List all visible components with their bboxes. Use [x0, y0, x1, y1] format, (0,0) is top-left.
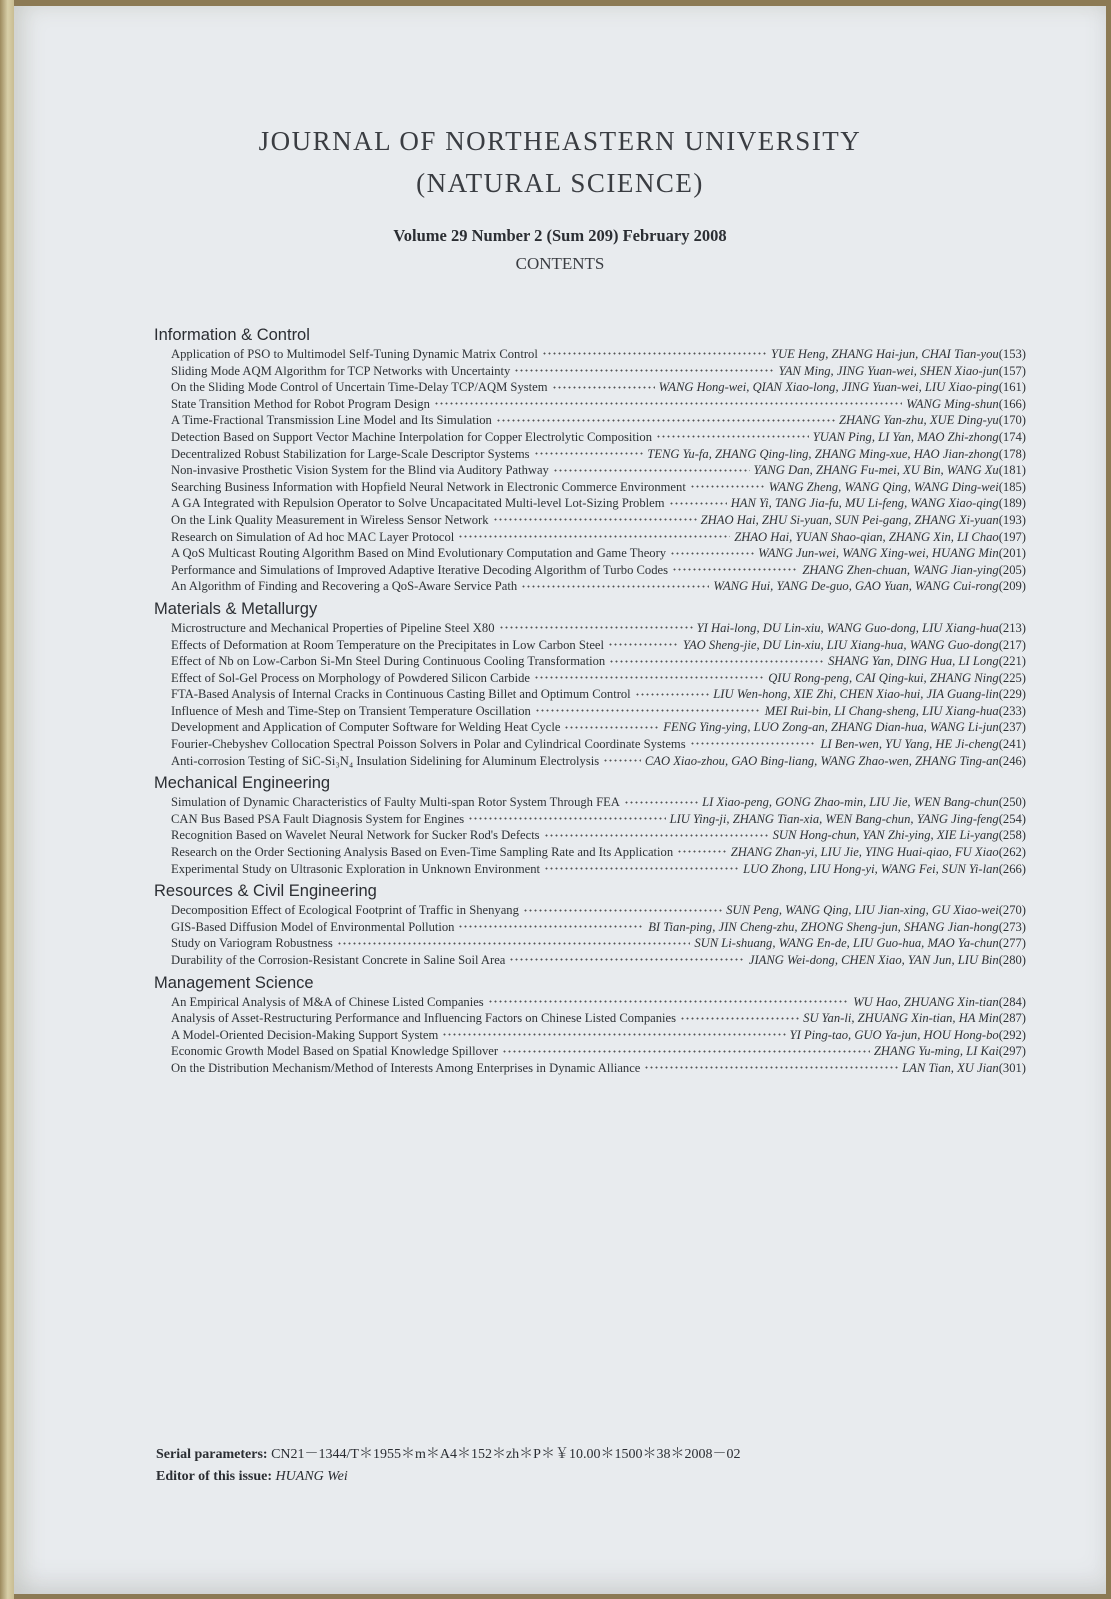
leader-dots: [509, 953, 745, 964]
article-page: (233): [998, 703, 1026, 718]
leader-dots: [644, 1061, 898, 1072]
toc-entry[interactable]: [154, 545, 1026, 562]
toc-entry-line: [171, 529, 1026, 546]
leader-dots: [672, 562, 798, 573]
toc-entry-line: [171, 620, 1026, 637]
article-page: (301): [998, 1060, 1026, 1075]
article-title: Microstructure and Mechanical Properties of Pipeline Steel X80: [171, 620, 495, 635]
article-page: (166): [998, 396, 1026, 411]
journal-title-line2: (NATURAL SCIENCE): [416, 168, 704, 198]
article-authors: WANG Jun-wei, WANG Xing-wei, HUANG Min: [758, 546, 999, 561]
leader-dots: [609, 654, 824, 665]
article-title: Durability of the Corrosion-Resistant Concrete in Saline Soil Area: [171, 953, 506, 967]
leader-dots: [534, 670, 764, 681]
article-page: (197): [998, 529, 1026, 544]
toc-entry[interactable]: [154, 479, 1026, 496]
article-page: (201): [998, 546, 1026, 561]
article-authors: LIU Wen-hong, XIE Zhi, CHEN Xiao-hui, JIA Guang-lin: [713, 687, 999, 702]
leader-dots: [434, 396, 902, 407]
article-authors: LAN Tian, XU Jian: [902, 1060, 999, 1075]
article-title: On the Sliding Mode Control of Uncertain Time-Delay TCP/AQM System: [171, 380, 548, 395]
article-page: (277): [998, 936, 1026, 951]
toc-entry-line: [171, 462, 1026, 479]
leader-dots: [542, 347, 767, 358]
leader-dots: [458, 919, 644, 930]
serial-parameters: [156, 1444, 740, 1466]
article-page: (178): [998, 446, 1026, 461]
toc-entry-line: [171, 1010, 1026, 1027]
toc-entry[interactable]: [154, 794, 1026, 811]
toc-entry-line: [171, 844, 1026, 861]
toc-entry-line: [171, 363, 1026, 380]
section-heading: Materials & Metallurgy: [154, 599, 318, 618]
toc-entry[interactable]: [154, 994, 1026, 1011]
article-authors: WANG Hong-wei, QIAN Xiao-long, JING Yuan-wei, LIU Xiao-ping: [658, 380, 999, 395]
toc-entry[interactable]: [154, 412, 1026, 429]
leader-dots: [608, 637, 679, 648]
article-title: Experimental Study on Ultrasonic Exploration in Unknown Environment: [171, 861, 541, 876]
toc-entry[interactable]: [154, 736, 1026, 753]
article-title: Detection Based on Support Vector Machine Interpolation for Copper Electrolytic Composition: [171, 429, 653, 444]
toc-entry-line: [171, 1027, 1026, 1044]
article-authors: BI Tian-ping, JIN Cheng-zhu, ZHONG Sheng-jun, SHANG Jian-hong: [648, 919, 999, 934]
leader-dots: [499, 621, 693, 632]
toc-entry[interactable]: [154, 670, 1026, 687]
article-page: (270): [998, 903, 1026, 918]
article-authors: SUN Li-shuang, WANG En-de, LIU Guo-hua, MAO Ya-chun: [694, 936, 999, 951]
toc-entry-line: [171, 994, 1026, 1011]
article-authors: TENG Yu-fa, ZHANG Qing-ling, ZHANG Ming-xue, HAO Jian-zhong: [647, 446, 999, 461]
article-title: Economic Growth Model Based on Spatial Knowledge Spillover: [171, 1044, 499, 1059]
serial-label: Serial parameters:: [156, 1447, 268, 1462]
toc-entry-line: [171, 346, 1026, 363]
article-authors: YI Ping-tao, GUO Ya-jun, HOU Hong-bo: [789, 1027, 999, 1042]
toc-entry[interactable]: [154, 346, 1026, 363]
leader-dots: [680, 1011, 799, 1022]
article-title: Effect of Sol-Gel Process on Morphology of Powdered Silicon Carbide: [171, 670, 530, 685]
leader-dots: [534, 446, 644, 457]
article-title: Decomposition Effect of Ecological Footprint of Traffic in Shenyang: [171, 903, 519, 918]
toc-entry-line: [171, 952, 1026, 969]
toc-entry-line: [171, 379, 1026, 396]
article-title: Decentralized Robust Stabilization for Large-Scale Descriptor Systems: [171, 446, 530, 461]
leader-dots: [603, 753, 641, 764]
toc-entry-line: [171, 736, 1026, 753]
toc-entry-line: [171, 686, 1026, 703]
article-authors: ZHANG Zhan-yi, LIU Jie, YING Huai-qiao, FU Xiao: [730, 845, 999, 860]
toc-entry[interactable]: [154, 529, 1026, 546]
leader-dots: [677, 845, 727, 856]
toc-entry[interactable]: [154, 1060, 1026, 1077]
contents-heading: CONTENTS: [515, 254, 605, 273]
section-heading: Management Science: [154, 973, 314, 992]
journal-title: [14, 120, 1106, 204]
article-title: Simulation of Dynamic Characteristics of Faulty Multi-span Rotor System Through FEA: [171, 795, 620, 810]
leader-dots: [514, 363, 774, 374]
article-authors: SUN Hong-chun, YAN Zhi-ying, XIE Li-yang: [772, 828, 999, 843]
toc-entry-line: [171, 703, 1026, 720]
section-heading: Information & Control: [154, 326, 310, 344]
article-page: (205): [998, 562, 1026, 577]
section-heading: Resources & Civil Engineering: [154, 882, 377, 901]
article-title: State Transition Method for Robot Program Design: [171, 396, 430, 411]
article-title: Effect of Nb on Low-Carbon Si-Mn Steel During Continuous Cooling Transformation: [171, 654, 606, 669]
toc-entry-line: [171, 753, 1026, 770]
article-authors: QIU Rong-peng, CAI Qing-kui, ZHANG Ning: [768, 670, 999, 685]
article-authors: YUE Heng, ZHANG Hai-jun, CHAI Tian-you: [770, 347, 999, 361]
article-page: (297): [998, 1044, 1026, 1059]
leader-dots: [544, 828, 769, 839]
toc-entry[interactable]: [154, 637, 1026, 654]
toc-entry[interactable]: [154, 703, 1026, 720]
article-page: (217): [998, 637, 1026, 652]
leader-dots: [468, 812, 665, 823]
article-page: (287): [998, 1011, 1026, 1026]
article-authors: YAO Sheng-jie, DU Lin-xiu, LIU Xiang-hua, WANG Guo-dong: [682, 637, 999, 652]
article-page: (229): [998, 687, 1026, 702]
toc-entry[interactable]: [154, 919, 1026, 936]
leader-dots: [535, 704, 761, 715]
article-page: (221): [998, 654, 1026, 669]
leader-dots: [496, 413, 835, 424]
leader-dots: [635, 687, 710, 698]
article-authors: MEI Rui-bin, LI Chang-sheng, LIU Xiang-hua: [764, 703, 999, 718]
article-title: Analysis of Asset-Restructuring Performance and Influencing Factors on Chinese Listed Companies: [171, 1011, 677, 1026]
article-authors: ZHANG Zhen-chuan, WANG Jian-ying: [802, 562, 999, 577]
article-authors: WANG Ming-shun: [906, 396, 999, 411]
toc-entry-line: [171, 495, 1026, 512]
article-authors: LI Ben-wen, YU Yang, HE Ji-cheng: [820, 737, 999, 752]
article-title: Research on Simulation of Ad hoc MAC Layer Protocol: [171, 529, 455, 544]
toc-entry[interactable]: [154, 902, 1026, 919]
article-title: GIS-Based Diffusion Model of Environmental Pollution: [171, 919, 455, 934]
issue-line: Volume 29 Number 2 (Sum 209) February 2008: [393, 226, 727, 245]
toc-entry-line: [171, 794, 1026, 811]
article-page: (284): [998, 994, 1026, 1009]
article-authors: WU Hao, ZHUANG Xin-tian: [853, 994, 999, 1009]
toc-entry-line: [171, 545, 1026, 562]
article-page: (250): [998, 795, 1026, 810]
toc-entry-line: [171, 919, 1026, 936]
article-authors: ZHAO Hai, ZHU Si-yuan, SUN Pei-gang, ZHANG Xi-yuan: [700, 512, 999, 527]
article-authors: WANG Hui, YANG De-guo, GAO Yuan, WANG Cui-rong: [713, 579, 999, 594]
leader-dots: [458, 529, 730, 540]
article-authors: JIANG Wei-dong, CHEN Xiao, YAN Jun, LIU Bin: [748, 953, 999, 967]
leader-dots: [502, 1044, 870, 1055]
toc-entry-line: [171, 512, 1026, 529]
article-authors: SHANG Yan, DING Hua, LI Long: [828, 654, 999, 669]
toc-entry-line: [171, 902, 1026, 919]
toc-entry[interactable]: [154, 811, 1026, 828]
article-title: CAN Bus Based PSA Fault Diagnosis System for Engines: [171, 811, 465, 826]
leader-dots: [656, 430, 809, 441]
toc-entry[interactable]: [154, 462, 1026, 479]
article-page: (213): [998, 620, 1026, 635]
article-page: (153): [998, 347, 1026, 361]
section-heading: Mechanical Engineering: [154, 774, 331, 793]
toc-entry[interactable]: [154, 446, 1026, 463]
toc-entry-line: [171, 861, 1026, 878]
article-title: Application of PSO to Multimodel Self-Tuning Dynamic Matrix Control: [171, 347, 538, 361]
toc-entry[interactable]: [154, 495, 1026, 512]
leader-dots: [553, 463, 750, 474]
toc-entry-line: [171, 827, 1026, 844]
article-page: (280): [998, 953, 1026, 967]
article-page: (174): [998, 429, 1026, 444]
article-authors: ZHANG Yan-zhu, XUE Ding-yu: [838, 413, 999, 428]
article-title: On the Link Quality Measurement in Wireless Sensor Network: [171, 512, 489, 527]
toc-entry[interactable]: [154, 379, 1026, 396]
toc-entry-line: [171, 429, 1026, 446]
table-of-contents: [154, 326, 1026, 1077]
toc-entry-line: [171, 479, 1026, 496]
article-page: (209): [998, 579, 1026, 594]
article-page: (181): [998, 463, 1026, 478]
article-authors: LI Xiao-peng, GONG Zhao-min, LIU Jie, WEN Bang-chun: [702, 795, 999, 810]
leader-dots: [669, 496, 727, 507]
toc-entry[interactable]: [154, 935, 1026, 952]
article-page: (273): [998, 919, 1026, 934]
leader-dots: [523, 903, 722, 914]
editor-line: [156, 1466, 740, 1488]
article-title: Effects of Deformation at Room Temperature on the Precipitates in Low Carbon Steel: [171, 637, 605, 652]
article-authors: FENG Ying-ying, LUO Zong-an, ZHANG Dian-hua, WANG Li-jun: [663, 720, 999, 735]
toc-entry-line: [171, 1060, 1026, 1077]
article-page: (237): [998, 720, 1026, 735]
article-title: A Time-Fractional Transmission Line Model and Its Simulation: [171, 413, 492, 428]
toc-entry-line: [171, 670, 1026, 687]
article-authors: YUAN Ping, LI Yan, MAO Zhi-zhong: [812, 429, 999, 444]
leader-dots: [690, 479, 765, 490]
article-page: (225): [998, 670, 1026, 685]
editor-value: HUANG Wei: [275, 1469, 348, 1484]
leader-dots: [521, 579, 709, 590]
article-page: (241): [998, 737, 1026, 752]
book-binding: [0, 0, 14, 1599]
article-authors: WANG Zheng, WANG Qing, WANG Ding-wei: [768, 479, 999, 494]
article-authors: LIU Ying-ji, ZHANG Tian-xia, WEN Bang-chun, YANG Jing-feng: [669, 811, 999, 826]
article-authors: HAN Yi, TANG Jia-fu, MU Li-feng, WANG Xiao-qing: [730, 496, 999, 511]
toc-entry[interactable]: [154, 1010, 1026, 1027]
toc-entry[interactable]: [154, 653, 1026, 670]
article-page: (157): [998, 363, 1026, 378]
article-page: (170): [998, 413, 1026, 428]
toc-entry[interactable]: [154, 844, 1026, 861]
toc-entry-line: [171, 637, 1026, 654]
toc-entry[interactable]: [154, 620, 1026, 637]
article-title: An Algorithm of Finding and Recovering a QoS-Aware Service Path: [171, 579, 518, 594]
article-title: FTA-Based Analysis of Internal Cracks in Continuous Casting Billet and Optimum Control: [171, 687, 631, 702]
article-title: Anti-corrosion Testing of SiC-Si₃N₄ Insulation Sidelining for Aluminum Electrolysis: [171, 753, 600, 768]
article-authors: ZHAO Hai, YUAN Shao-qian, ZHANG Xin, LI Chao: [734, 529, 999, 544]
article-page: (189): [998, 496, 1026, 511]
article-title: A QoS Multicast Routing Algorithm Based on Mind Evolutionary Computation and Game Theory: [171, 546, 667, 561]
article-title: Recognition Based on Wavelet Neural Network for Sucker Rod's Defects: [171, 828, 540, 843]
toc-entry-line: [171, 719, 1026, 736]
article-title: Sliding Mode AQM Algorithm for TCP Networks with Uncertainty: [171, 363, 511, 378]
article-page: (193): [998, 512, 1026, 527]
toc-entry[interactable]: [154, 686, 1026, 703]
serial-value: CN21－1344/T＊1955＊m＊A4＊152＊zh＊P＊￥10.00＊1500＊38＊2008－02: [271, 1447, 741, 1462]
article-page: (292): [998, 1027, 1026, 1042]
leader-dots: [337, 936, 691, 947]
toc-entry[interactable]: [154, 562, 1026, 579]
toc-entry[interactable]: [154, 512, 1026, 529]
article-title: On the Distribution Mechanism/Method of Interests Among Enterprises in Dynamic Alliance: [171, 1060, 641, 1075]
article-title: A Model-Oriented Decision-Making Support System: [171, 1027, 439, 1042]
article-title: Influence of Mesh and Time-Step on Transient Temperature Oscillation: [171, 703, 531, 718]
leader-dots: [493, 513, 697, 524]
toc-entry-line: [171, 446, 1026, 463]
journal-title-line1: JOURNAL OF NORTHEASTERN UNIVERSITY: [258, 126, 862, 156]
article-page: (246): [998, 753, 1026, 768]
toc-entry[interactable]: [154, 396, 1026, 413]
toc-entry-line: [171, 1043, 1026, 1060]
article-page: (254): [998, 811, 1026, 826]
leader-dots: [552, 380, 655, 391]
leader-dots: [488, 994, 849, 1005]
article-authors: YI Hai-long, DU Lin-xiu, WANG Guo-dong, LIU Xiang-hua: [696, 620, 999, 635]
article-page: (262): [998, 845, 1026, 860]
article-authors: SUN Peng, WANG Qing, LIU Jian-xing, GU Xiao-wei: [726, 903, 999, 918]
leader-dots: [564, 720, 659, 731]
toc-entry-line: [171, 811, 1026, 828]
article-title: Research on the Order Sectioning Analysis Based on Even-Time Sampling Rate and Its Application: [171, 845, 674, 860]
toc-entry-line: [171, 578, 1026, 595]
toc-entry[interactable]: [154, 363, 1026, 380]
toc-entry[interactable]: [154, 753, 1026, 770]
footer: [156, 1444, 740, 1488]
article-authors: CAO Xiao-zhou, GAO Bing-liang, WANG Zhao-wen, ZHANG Ting-an: [644, 753, 999, 768]
leader-dots: [670, 546, 754, 557]
toc-entry-line: [171, 562, 1026, 579]
leader-dots: [624, 795, 698, 806]
article-title: Performance and Simulations of Improved Adaptive Iterative Decoding Algorithm of Turbo Codes: [171, 562, 669, 577]
article-page: (266): [998, 861, 1026, 876]
article-authors: YANG Dan, ZHANG Fu-mei, XU Bin, WANG Xu: [753, 463, 999, 478]
article-page: (161): [998, 380, 1026, 395]
article-title: Searching Business Information with Hopfield Neural Network in Electronic Commerce Environment: [171, 479, 686, 494]
leader-dots: [442, 1027, 785, 1038]
toc-entry[interactable]: [154, 952, 1026, 969]
toc-entry-line: [171, 653, 1026, 670]
contents-page: [14, 6, 1106, 1594]
toc-entry[interactable]: [154, 429, 1026, 446]
article-page: (185): [998, 479, 1026, 494]
toc-entry[interactable]: [154, 719, 1026, 736]
toc-entry[interactable]: [154, 578, 1026, 595]
article-title: An Empirical Analysis of M&A of Chinese Listed Companies: [171, 994, 484, 1009]
toc-entry-line: [171, 935, 1026, 952]
article-title: Non-invasive Prosthetic Vision System for the Blind via Auditory Pathway: [171, 463, 549, 478]
toc-entry[interactable]: [154, 827, 1026, 844]
toc-entry[interactable]: [154, 1043, 1026, 1060]
leader-dots: [690, 737, 817, 748]
article-authors: SU Yan-li, ZHUANG Xin-tian, HA Min: [803, 1011, 999, 1026]
article-title: Study on Variogram Robustness: [171, 936, 333, 951]
toc-entry-line: [171, 412, 1026, 429]
article-title: Development and Application of Computer Software for Welding Heat Cycle: [171, 720, 561, 735]
article-authors: ZHANG Yu-ming, LI Kai: [873, 1044, 999, 1059]
toc-entry[interactable]: [154, 861, 1026, 878]
toc-entry-line: [171, 396, 1026, 413]
leader-dots: [544, 861, 739, 872]
article-title: Fourier-Chebyshev Collocation Spectral Poisson Solvers in Polar and Cylindrical Coordinate Systems: [171, 737, 686, 752]
article-authors: YAN Ming, JING Yuan-wei, SHEN Xiao-jun: [778, 363, 999, 378]
article-title: A GA Integrated with Repulsion Operator to Solve Uncapacitated Multi-level Lot-Sizing Problem: [171, 496, 665, 511]
article-page: (258): [998, 828, 1026, 843]
editor-label: Editor of this issue:: [156, 1469, 273, 1484]
article-authors: LUO Zhong, LIU Hong-yi, WANG Fei, SUN Yi-lan: [743, 861, 999, 876]
toc-entry[interactable]: [154, 1027, 1026, 1044]
